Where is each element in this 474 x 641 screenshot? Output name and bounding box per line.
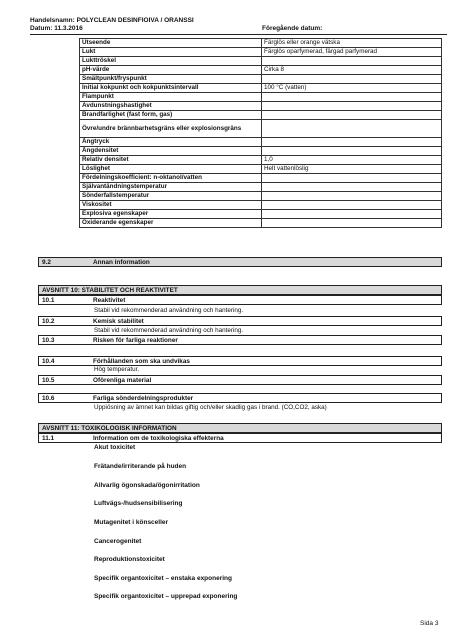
table-row xyxy=(80,183,442,192)
property-value: Färglös eller orange vätska xyxy=(262,39,442,48)
table-row xyxy=(80,39,442,48)
property-value xyxy=(262,210,442,219)
section-title: AVSNITT 10: STABILITET OCH REAKTIVITET xyxy=(42,287,178,294)
subsection-text: Hög temperatur. xyxy=(94,366,140,373)
table-row xyxy=(80,192,442,201)
property-value xyxy=(262,57,442,66)
section-11-heading xyxy=(38,423,442,433)
subsection-10-5-bar xyxy=(38,375,442,385)
property-label: Flampunkt xyxy=(80,93,262,102)
property-label: Relativ densitet xyxy=(80,156,262,165)
subsection-number: 10.4 xyxy=(42,358,55,365)
property-value: Färglös oparfymerad, färgad parfymerad xyxy=(262,48,442,57)
subsection-title: Farliga sönderdelningsprodukter xyxy=(93,395,194,402)
table-row xyxy=(80,174,442,183)
subsection-number: 10.3 xyxy=(42,337,55,344)
property-label: Lukttröskel xyxy=(80,57,262,66)
property-label: Viskositet xyxy=(80,201,262,210)
tox-subheading: Mutagenitet i könsceller xyxy=(94,519,169,526)
property-value xyxy=(262,102,442,111)
header-divider xyxy=(30,34,447,35)
property-label: Löslighet xyxy=(80,165,262,174)
table-row xyxy=(80,111,442,120)
subsection-title: Kemisk stabilitet xyxy=(93,318,144,325)
property-label: pH-värde xyxy=(80,66,262,75)
property-label: Explosiva egenskaper xyxy=(80,210,262,219)
subsection-title: Förhållanden som ska undvikas xyxy=(93,358,190,365)
tox-subheading: Reproduktionstoxicitet xyxy=(94,556,165,563)
property-value xyxy=(262,219,442,228)
property-value xyxy=(262,147,442,156)
property-label: Självantändningstemperatur xyxy=(80,183,262,192)
property-label: Smältpunkt/fryspunkt xyxy=(80,75,262,84)
subsection-10-6-bar xyxy=(38,393,442,403)
property-value xyxy=(262,174,442,183)
table-row xyxy=(80,138,442,147)
subsection-number: 10.6 xyxy=(42,395,55,402)
property-label: Ångdensitet xyxy=(80,147,262,156)
page-number: Sida 3 xyxy=(420,620,439,627)
table-row xyxy=(80,147,442,156)
table-row xyxy=(80,156,442,165)
subsection-number: 9.2 xyxy=(42,259,51,266)
property-value: 100 °C (vatten) xyxy=(262,84,442,93)
property-value xyxy=(262,183,442,192)
property-value xyxy=(262,93,442,102)
tox-subheading: Specifik organtoxicitet – enstaka exponering xyxy=(94,575,232,582)
subsection-number: 10.1 xyxy=(42,297,55,304)
tox-subheading: Luftvägs-/hudsensibilisering xyxy=(94,500,183,507)
property-label: Utseende xyxy=(80,39,262,48)
subsection-title: Oförenliga material xyxy=(93,377,152,384)
section-10-heading xyxy=(38,285,442,295)
property-value xyxy=(262,192,442,201)
tox-subheading: Frätande/irriterande på huden xyxy=(94,463,187,470)
tox-subheading: Allvarlig ögonskada/ögonirritation xyxy=(94,482,200,489)
subsection-title: Annan information xyxy=(93,259,150,266)
table-row xyxy=(80,120,442,138)
property-label: Initial kokpunkt och kokpunktsintervall xyxy=(80,84,262,93)
property-label: Fördelningskoefficient: n-oktanol/vatten xyxy=(80,174,262,183)
property-value xyxy=(262,111,442,120)
subsection-text: Uppiösning av ämnet kan bildas giftig och/eller skadlig gas i brand. (CO,CO2, aska) xyxy=(94,404,327,411)
section-title: AVSNITT 11: TOXIKOLOGISK INFORMATION xyxy=(42,425,177,432)
subsection-title: Information om de toxikologiska effekterna xyxy=(93,435,224,442)
product-name: Handelsnamn: POLYCLEAN DESINFIOIVA / ORANSSI xyxy=(30,17,194,24)
table-row xyxy=(80,102,442,111)
subsection-number: 10.2 xyxy=(42,318,55,325)
subsection-number: 11.1 xyxy=(42,435,55,442)
subsection-10-3-bar xyxy=(38,335,442,345)
property-label: Brandfarlighet (fast form, gas) xyxy=(80,111,262,120)
subsection-10-2-bar xyxy=(38,316,442,326)
previous-date-label: Föregående datum: xyxy=(262,25,323,32)
property-label: Avdunstningshastighet xyxy=(80,102,262,111)
subsection-10-4-bar xyxy=(38,356,442,366)
tox-subheading: Specifik organtoxicitet – upprepad exponering xyxy=(94,593,238,600)
table-row xyxy=(80,66,442,75)
tox-subheading: Cancerogenitet xyxy=(94,538,142,545)
subsection-9-2-bar xyxy=(38,257,442,267)
property-value xyxy=(262,201,442,210)
document-date: Datum: 11.3.2016 xyxy=(30,25,83,32)
table-row xyxy=(80,219,442,228)
table-row xyxy=(80,48,442,57)
property-label: Oxiderande egenskaper xyxy=(80,219,262,228)
table-row xyxy=(80,57,442,66)
property-label: Övre/undre brännbarhetsgräns eller explosionsgräns xyxy=(80,120,262,138)
property-value xyxy=(262,120,442,138)
table-row xyxy=(80,201,442,210)
subsection-11-1-bar xyxy=(38,433,442,443)
physical-properties-table xyxy=(79,38,442,228)
table-row xyxy=(80,84,442,93)
table-row xyxy=(80,210,442,219)
subsection-number: 10.5 xyxy=(42,377,55,384)
subsection-title: Reaktivitet xyxy=(93,297,126,304)
property-label: Lukt xyxy=(80,48,262,57)
property-value xyxy=(262,138,442,147)
property-value: Cirka 8 xyxy=(262,66,442,75)
subsection-title: Risken för farliga reaktioner xyxy=(93,337,178,344)
property-label: Ångtryck xyxy=(80,138,262,147)
property-label: Sönderfallstemperatur xyxy=(80,192,262,201)
subsection-10-1-bar xyxy=(38,295,442,305)
tox-subheading: Akut toxicitet xyxy=(94,444,136,451)
property-value: 1,0 xyxy=(262,156,442,165)
subsection-text: Stabil vid rekommenderad användning och hantering. xyxy=(94,327,244,334)
property-value: Helt vattenlöslig xyxy=(262,165,442,174)
subsection-text: Stabil vid rekommenderad användning och hantering. xyxy=(94,307,244,314)
table-row xyxy=(80,93,442,102)
table-row xyxy=(80,75,442,84)
property-value xyxy=(262,75,442,84)
table-row xyxy=(80,165,442,174)
